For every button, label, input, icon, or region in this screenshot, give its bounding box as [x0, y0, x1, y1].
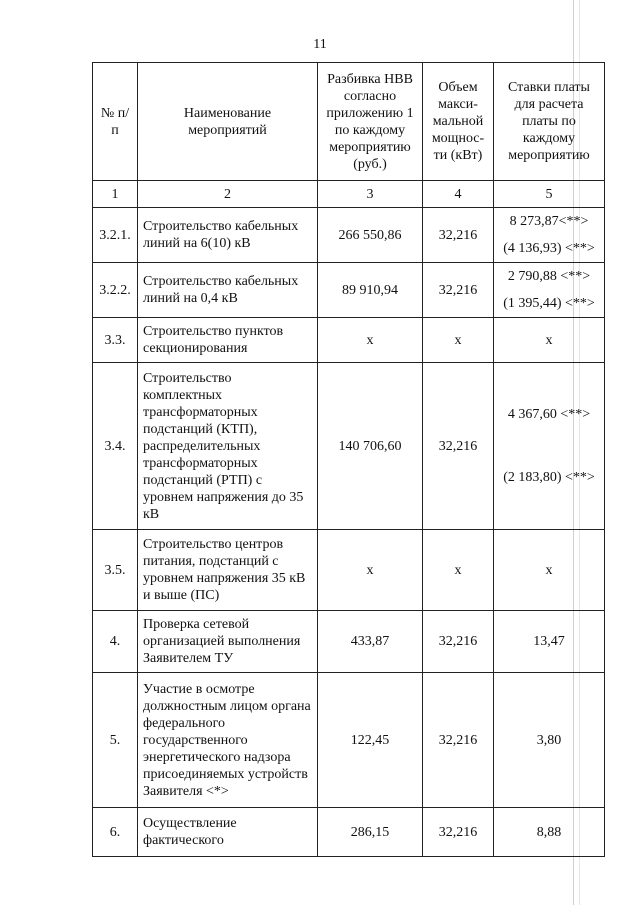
- row-number: 6.: [93, 808, 138, 857]
- page-number: 11: [313, 37, 327, 52]
- row-name: Строительство кабельных линий на 0,4 кВ: [138, 263, 318, 318]
- table-row: [93, 318, 605, 363]
- row-nvv: 89 910,94: [318, 263, 423, 318]
- column-number: 1: [93, 181, 138, 208]
- column-number-row: [93, 181, 605, 208]
- row-power: х: [423, 530, 494, 611]
- row-name: Строительство комплектных трансформаторных подстанций (КТП), распределительных трансформаторных подстанций (РТП) с уровнем напряжения до 35 кВ: [138, 363, 318, 530]
- row-name: Проверка сетевой организацией выполнения Заявителем ТУ: [138, 611, 318, 673]
- row-nvv: 266 550,86: [318, 208, 423, 263]
- header-rate: Ставки платы для расчета платы по каждому мероприятию: [494, 63, 605, 181]
- rate-value: 2 790,88 <**>: [507, 269, 591, 284]
- row-power: 32,216: [423, 808, 494, 857]
- row-name: Строительство пунктов секционирования: [138, 318, 318, 363]
- rate-value: 4 367,60 <**>: [507, 407, 591, 422]
- row-rate: х: [494, 318, 605, 363]
- row-nvv: 286,15: [318, 808, 423, 857]
- rate-value-alt: (2 183,80) <**>: [503, 470, 595, 485]
- rates-table: [92, 62, 605, 857]
- row-rate: х: [494, 530, 605, 611]
- table-row: [93, 363, 605, 530]
- row-power: 32,216: [423, 673, 494, 808]
- row-nvv: х: [318, 318, 423, 363]
- row-rate: 13,47: [494, 611, 605, 673]
- rate-value-alt: (4 136,93) <**>: [503, 241, 595, 256]
- row-number: 3.2.1.: [93, 208, 138, 263]
- row-nvv: 433,87: [318, 611, 423, 673]
- row-number: 3.3.: [93, 318, 138, 363]
- row-power: 32,216: [423, 208, 494, 263]
- row-rate: [494, 263, 605, 318]
- row-name: Строительство кабельных линий на 6(10) кВ: [138, 208, 318, 263]
- table-row: [93, 530, 605, 611]
- row-name: Осуществление фактического: [138, 808, 318, 857]
- row-power: 32,216: [423, 363, 494, 530]
- row-nvv: 122,45: [318, 673, 423, 808]
- table-row: [93, 673, 605, 808]
- column-number: 2: [138, 181, 318, 208]
- table-row: [93, 263, 605, 318]
- column-number: 3: [318, 181, 423, 208]
- row-power: 32,216: [423, 611, 494, 673]
- table-header-row: [93, 63, 605, 181]
- header-name: Наименование мероприятий: [138, 63, 318, 181]
- row-rate: 8,88: [494, 808, 605, 857]
- row-name: Участие в осмотре должностным лицом органа федерального государственного энергетического надзора присоединяемых устройств Заявителя <*>: [138, 673, 318, 808]
- header-num: № п/п: [93, 63, 138, 181]
- header-nvv: Разбивка НВВ согласно приложению 1 по каждому мероприятию (руб.): [318, 63, 423, 181]
- row-power: 32,216: [423, 263, 494, 318]
- rate-value: 8 273,87<**>: [509, 214, 589, 229]
- row-nvv: х: [318, 530, 423, 611]
- row-rate: [494, 208, 605, 263]
- row-name: Строительство центров питания, подстанций с уровнем напряжения 35 кВ и выше (ПС): [138, 530, 318, 611]
- row-number: 5.: [93, 673, 138, 808]
- table-row: [93, 208, 605, 263]
- column-number: 4: [423, 181, 494, 208]
- rate-value-alt: (1 395,44) <**>: [503, 296, 595, 311]
- column-number: 5: [494, 181, 605, 208]
- row-number: 3.2.2.: [93, 263, 138, 318]
- table-row: [93, 808, 605, 857]
- row-number: 3.5.: [93, 530, 138, 611]
- row-rate: [494, 363, 605, 530]
- table-row: [93, 611, 605, 673]
- row-rate: 3,80: [494, 673, 605, 808]
- row-nvv: 140 706,60: [318, 363, 423, 530]
- header-power: Объем макси-мальной мощнос-ти (кВт): [423, 63, 494, 181]
- row-number: 4.: [93, 611, 138, 673]
- row-power: х: [423, 318, 494, 363]
- row-number: 3.4.: [93, 363, 138, 530]
